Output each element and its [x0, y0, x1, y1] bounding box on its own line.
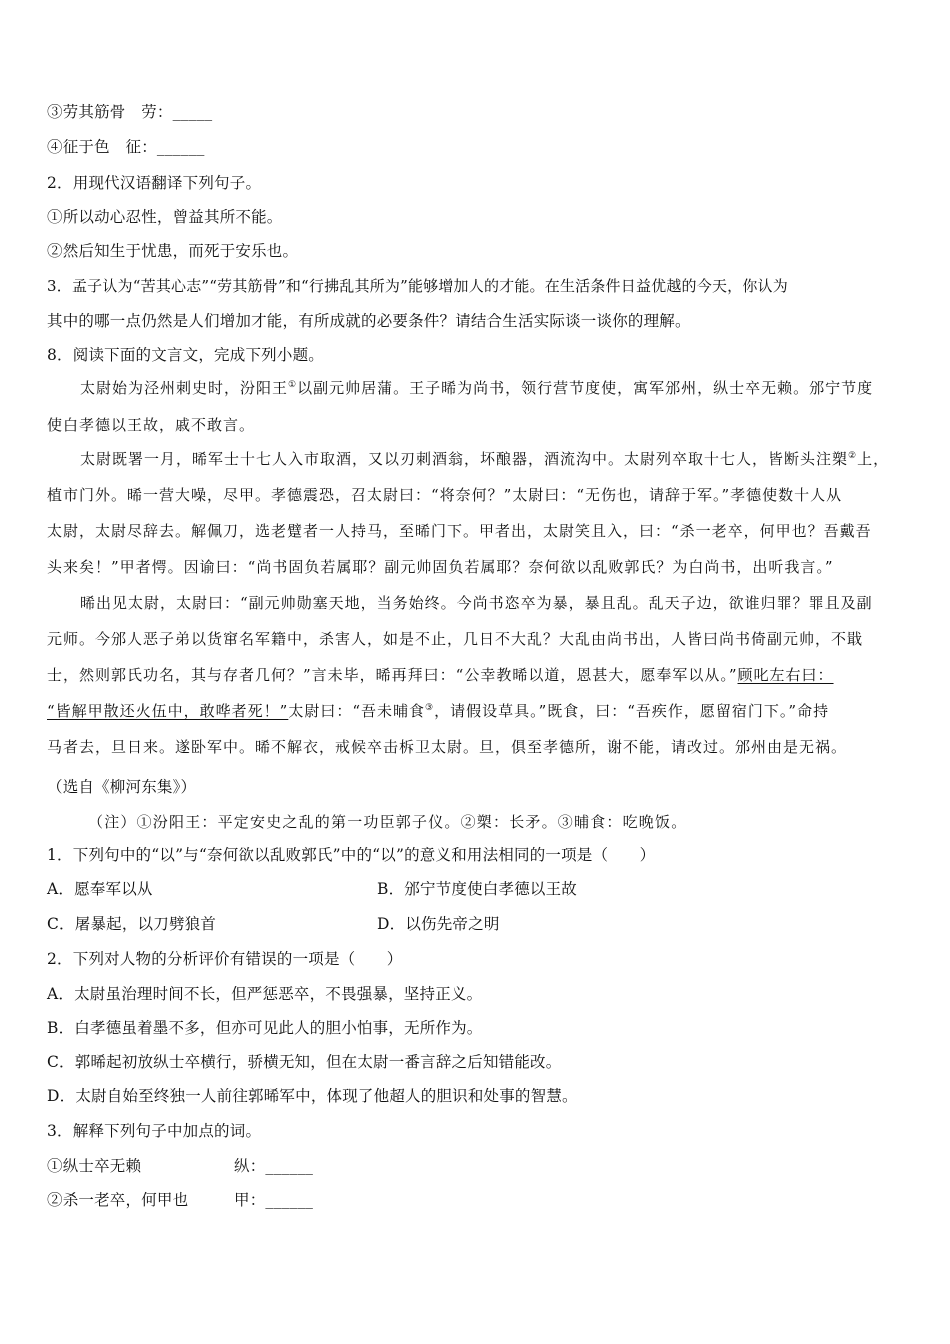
footnote-mark-1: ① [288, 380, 298, 390]
passage-p3-line-3: 士，然则郭氏功名，其与存者几何？”言未毕，晞再拜曰：“公幸教晞以道，恩甚大，愿奉军以从。”顾叱左右曰： [47, 666, 834, 684]
passage-p3-line-4: “皆解甲散还火伍中，敢哗者死！”太尉曰：“吾未晡食③，请假设草具。”既食，曰：“吾疾作，愿留宿门下。”命持 [47, 702, 830, 720]
question-2-title: 2．用现代汉语翻译下列句子。 [47, 174, 262, 192]
sub-question-1-stem: 1．下列句中的“以”与“奈何欲以乱败郭氏”中的“以”的意义和用法相同的一项是（ ） [47, 846, 656, 864]
passage-p2-line-2: 植市门外。晞一营大噪，尽甲。孝德震恐，召太尉曰：“将奈何？”太尉曰：“无伤也，请辞于军。”孝德使数十人从 [47, 486, 843, 504]
sub-question-2-option-c: C．郭晞起初放纵士卒横行，骄横无知，但在太尉一番言辞之后知错能改。 [47, 1053, 562, 1071]
question-2-sentence-2: ②然后知生于忧患，而死于安乐也。 [47, 242, 299, 260]
passage-p3-line-1: 晞出见太尉，太尉曰：“副元帅勋塞天地，当务始终。今尚书恣卒为暴，暴且乱。乱天子边，欲谁归罪？罪且及副 [80, 594, 873, 612]
passage-p2-line-4: 头来矣！”甲者愕。因谕曰：“尚书固负若属耶？副元帅固负若属耶？奈何欲以乱败郭氏？为白尚书，出听我言。” [47, 558, 834, 576]
passage-p2-line-1: 太尉既署一月，晞军士十七人入市取酒，又以刃刺酒翁，坏酿器，酒流沟中。太尉列卒取十七人，皆断头注槊②上， [80, 450, 890, 468]
sub-question-1-option-c: C．屠暴起，以刀劈狼首 [47, 915, 217, 933]
sub-question-1-option-d: D．以伤先帝之明 [377, 915, 500, 933]
question-8-title: 8．阅读下面的文言文，完成下列小题。 [47, 346, 324, 364]
sub-question-3-item-2-blank: 甲：______ [234, 1191, 314, 1209]
item-3: ③劳其筋骨 劳：_____ [47, 103, 213, 121]
sub-question-1-option-b: B．邠宁节度使白孝德以王故 [377, 880, 577, 898]
underlined-sentence-part-1: 顾叱左右曰： [737, 666, 834, 684]
sub-question-2-option-a: A．太尉虽治理时间不长，但严惩恶卒，不畏强暴，坚持正义。 [47, 985, 483, 1003]
passage-notes: （注）①汾阳王：平定安史之乱的第一功臣郭子仪。②槊：长矛。③晡食：吃晚饭。 [88, 813, 688, 831]
passage-p3-line-5: 马者去，旦日来。遂卧军中。晞不解衣，戒候卒击柝卫太尉。旦，俱至孝德所，谢不能，请改过。邠州由是无祸。 [47, 738, 848, 756]
sub-question-2-option-d: D．太尉自始至终独一人前往郭晞军中，体现了他超人的胆识和处事的智慧。 [47, 1087, 578, 1105]
sub-question-3-item-1: ①纵士卒无赖 [47, 1157, 142, 1175]
underlined-sentence-part-2: “皆解甲散还火伍中，敢哗者死！” [47, 702, 289, 720]
footnote-mark-2: ② [848, 451, 858, 461]
sub-question-3-stem: 3．解释下列句子中加点的词。 [47, 1122, 262, 1140]
passage-source: （选自《柳河东集》） [47, 778, 197, 796]
passage-p1-line-2: 使白孝德以王故，戚不敢言。 [47, 416, 256, 434]
question-2-sentence-1: ①所以动心忍性，曾益其所不能。 [47, 208, 283, 226]
question-3-line-2: 其中的哪一点仍然是人们增加才能，有所成就的必要条件？请结合生活实际谈一谈你的理解。 [47, 312, 691, 330]
passage-p2-line-3: 太尉，太尉尽辞去。解佩刀，选老躄者一人持马，至晞门下。甲者出，太尉笑且入，曰：“杀一老卒，何甲也？吾戴吾 [47, 522, 872, 540]
sub-question-3-item-2: ②杀一老卒，何甲也 [47, 1191, 189, 1209]
sub-question-1-option-a: A．愿奉军以从 [47, 880, 153, 898]
sub-question-2-option-b: B．白孝德虽着墨不多，但亦可见此人的胆小怕事，无所作为。 [47, 1019, 483, 1037]
sub-question-2-stem: 2．下列对人物的分析评价有错误的一项是（ ） [47, 950, 403, 968]
question-3-line-1: 3．孟子认为“苦其心志”“劳其筋骨”和“行拂乱其所为”能够增加人的才能。在生活条件日益优越的今天，你认为 [47, 277, 788, 295]
passage-p1-line-1: 太尉始为泾州刺史时，汾阳王①以副元帅居蒲。王子晞为尚书，领行营节度使，寓军邠州，纵士卒无赖。邠宁节度 [80, 379, 874, 397]
sub-question-3-item-1-blank: 纵：______ [234, 1157, 314, 1175]
footnote-mark-3: ③ [425, 703, 435, 713]
item-4: ④征于色 征：______ [47, 138, 205, 156]
passage-p3-line-2: 元师。今邠人恶子弟以货窜名军籍中，杀害人，如是不止，几日不大乱？大乱由尚书出，人皆曰尚书倚副元帅，不戢 [47, 630, 864, 648]
